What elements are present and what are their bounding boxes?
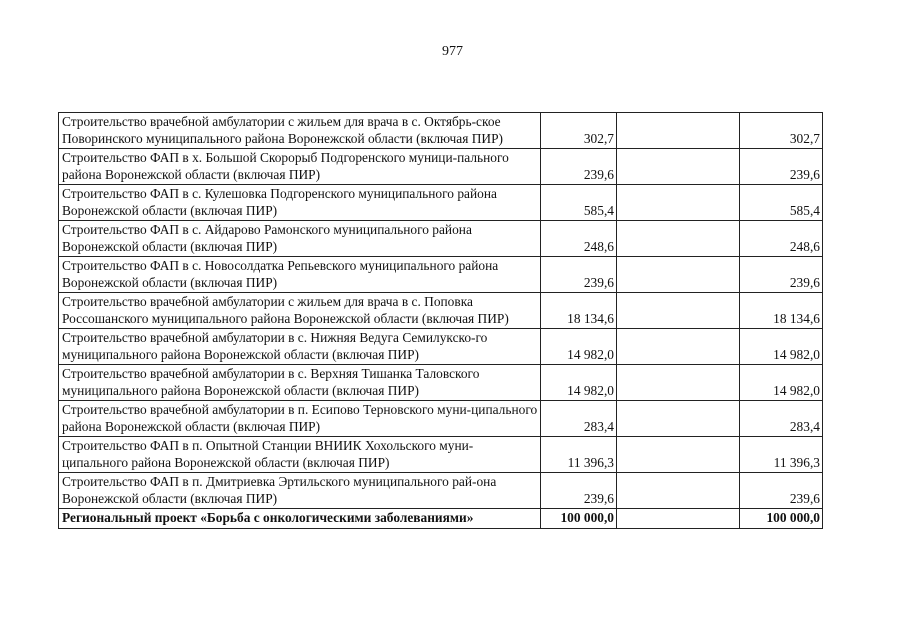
table-row xyxy=(59,329,823,365)
value-cell: 14 982,0 xyxy=(541,365,617,401)
value-cell: 283,4 xyxy=(541,401,617,437)
project-description-cell: Строительство врачебной амбулатории с жильем для врача в с. Октябрь-ское Поворинского муниципального района Воронежской области (включая ПИР) xyxy=(59,113,541,149)
value-cell: 239,6 xyxy=(541,257,617,293)
empty-cell xyxy=(617,149,740,185)
project-description-cell: Строительство врачебной амбулатории в с. Нижняя Ведуга Семилукско-го муниципального района Воронежской области (включая ПИР) xyxy=(59,329,541,365)
project-description-cell: Строительство врачебной амбулатории в с. Верхняя Тишанка Таловского муниципального района Воронежской области (включая ПИР) xyxy=(59,365,541,401)
value-cell: 18 134,6 xyxy=(541,293,617,329)
total-value-cell: 283,4 xyxy=(740,401,823,437)
project-description-cell: Строительство врачебной амбулатории в п. Есипово Терновского муни-ципального района Воронежской области (включая ПИР) xyxy=(59,401,541,437)
table-row xyxy=(59,293,823,329)
value-cell: 239,6 xyxy=(541,149,617,185)
project-description-cell: Строительство ФАП в п. Дмитриевка Эртильского муниципального рай-она Воронежской области (включая ПИР) xyxy=(59,473,541,509)
empty-cell xyxy=(617,437,740,473)
table-row xyxy=(59,365,823,401)
empty-cell xyxy=(617,293,740,329)
empty-cell xyxy=(617,185,740,221)
empty-cell xyxy=(617,113,740,149)
project-description-cell: Региональный проект «Борьба с онкологическими заболеваниями» xyxy=(59,509,541,529)
table-row xyxy=(59,401,823,437)
page-number: 977 xyxy=(442,44,463,59)
project-description-cell: Строительство врачебной амбулатории с жильем для врача в с. Поповка Россошанского муниципального района Воронежской области (включая ПИР) xyxy=(59,293,541,329)
project-description-cell: Строительство ФАП в х. Большой Скорорыб Подгоренского муници-пального района Воронежской области (включая ПИР) xyxy=(59,149,541,185)
project-description-cell: Строительство ФАП в с. Кулешовка Подгоренского муниципального района Воронежской области (включая ПИР) xyxy=(59,185,541,221)
table-row xyxy=(59,149,823,185)
table-row xyxy=(59,257,823,293)
total-value-cell: 239,6 xyxy=(740,473,823,509)
total-value-cell: 14 982,0 xyxy=(740,329,823,365)
empty-cell xyxy=(617,329,740,365)
total-value-cell: 18 134,6 xyxy=(740,293,823,329)
value-cell: 585,4 xyxy=(541,185,617,221)
table-body xyxy=(59,113,823,529)
total-value-cell: 302,7 xyxy=(740,113,823,149)
total-value-cell: 248,6 xyxy=(740,221,823,257)
table-row xyxy=(59,437,823,473)
empty-cell xyxy=(617,509,740,529)
value-cell: 14 982,0 xyxy=(541,329,617,365)
value-cell: 11 396,3 xyxy=(541,437,617,473)
empty-cell xyxy=(617,401,740,437)
total-value-cell: 11 396,3 xyxy=(740,437,823,473)
empty-cell xyxy=(617,473,740,509)
total-value-cell: 14 982,0 xyxy=(740,365,823,401)
budget-table xyxy=(58,112,823,529)
project-description-cell: Строительство ФАП в с. Айдарово Рамонского муниципального района Воронежской области (включая ПИР) xyxy=(59,221,541,257)
value-cell: 302,7 xyxy=(541,113,617,149)
table-row xyxy=(59,185,823,221)
total-value-cell: 100 000,0 xyxy=(740,509,823,529)
project-description-cell: Строительство ФАП в п. Опытной Станции ВНИИК Хохольского муни-ципального района Воронежской области (включая ПИР) xyxy=(59,437,541,473)
table-row xyxy=(59,113,823,149)
total-value-cell: 239,6 xyxy=(740,149,823,185)
total-row xyxy=(59,509,823,529)
total-value-cell: 239,6 xyxy=(740,257,823,293)
project-description-cell: Строительство ФАП в с. Новосолдатка Репьевского муниципального района Воронежской области (включая ПИР) xyxy=(59,257,541,293)
table-row xyxy=(59,473,823,509)
empty-cell xyxy=(617,257,740,293)
value-cell: 248,6 xyxy=(541,221,617,257)
value-cell: 239,6 xyxy=(541,473,617,509)
table-row xyxy=(59,221,823,257)
total-value-cell: 585,4 xyxy=(740,185,823,221)
empty-cell xyxy=(617,221,740,257)
empty-cell xyxy=(617,365,740,401)
value-cell: 100 000,0 xyxy=(541,509,617,529)
